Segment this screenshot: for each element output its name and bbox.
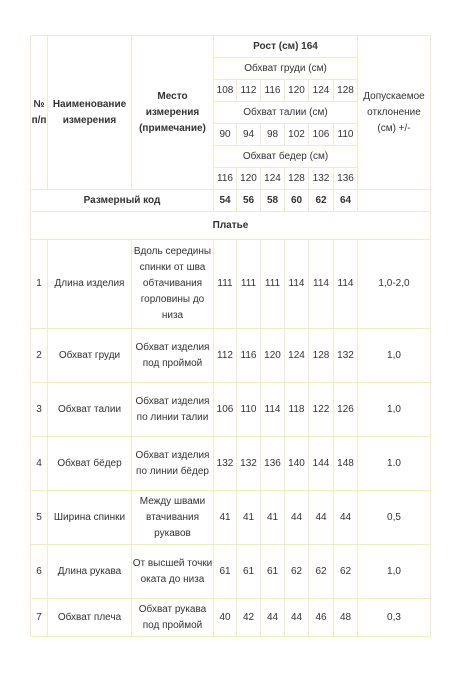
row-value: 114 xyxy=(261,383,285,437)
row-value: 44 xyxy=(285,491,309,545)
row-value: 44 xyxy=(334,491,358,545)
waist-value: 102 xyxy=(285,124,309,146)
row-number: 5 xyxy=(31,491,48,545)
row-value: 44 xyxy=(261,599,285,637)
row-place: Между швами втачивания рукавов xyxy=(132,491,214,545)
row-number: 7 xyxy=(31,599,48,637)
size-code-value: 54 xyxy=(214,190,237,212)
row-value: 62 xyxy=(309,545,334,599)
table-row xyxy=(31,383,431,437)
waist-value: 94 xyxy=(237,124,261,146)
table-row xyxy=(31,240,431,329)
row-value: 46 xyxy=(309,599,334,637)
row-value: 42 xyxy=(237,599,261,637)
row-name: Обхват бёдер xyxy=(48,437,132,491)
row-value: 61 xyxy=(237,545,261,599)
row-value: 40 xyxy=(214,599,237,637)
row-tolerance: 1.0 xyxy=(358,437,431,491)
header-block xyxy=(31,36,431,190)
row-name: Длина рукава xyxy=(48,545,132,599)
row-value: 140 xyxy=(285,437,309,491)
size-code-block xyxy=(31,190,431,240)
row-value: 132 xyxy=(237,437,261,491)
measurement-rows xyxy=(31,240,431,637)
row-place: Обхват рукава под проймой xyxy=(132,599,214,637)
row-name: Обхват талии xyxy=(48,383,132,437)
table-row xyxy=(31,437,431,491)
size-chart-table xyxy=(30,35,431,637)
row-value: 112 xyxy=(214,329,237,383)
row-value: 132 xyxy=(214,437,237,491)
header-height: Рост (см) 164 xyxy=(214,36,358,58)
row-tolerance: 1,0 xyxy=(358,545,431,599)
row-value: 124 xyxy=(285,329,309,383)
row-number: 4 xyxy=(31,437,48,491)
row-number: 1 xyxy=(31,240,48,329)
row-value: 144 xyxy=(309,437,334,491)
row-number: 2 xyxy=(31,329,48,383)
row-value: 128 xyxy=(309,329,334,383)
waist-value: 110 xyxy=(334,124,358,146)
row-value: 44 xyxy=(309,491,334,545)
size-code-empty xyxy=(358,190,431,212)
row-value: 120 xyxy=(261,329,285,383)
row-name: Обхват плеча xyxy=(48,599,132,637)
hips-label: Обхват бедер (см) xyxy=(214,146,358,168)
row-value: 41 xyxy=(237,491,261,545)
row-value: 148 xyxy=(334,437,358,491)
row-name: Обхват груди xyxy=(48,329,132,383)
row-value: 48 xyxy=(334,599,358,637)
row-value: 106 xyxy=(214,383,237,437)
row-place: Обхват изделия под проймой xyxy=(132,329,214,383)
row-value: 114 xyxy=(309,240,334,329)
chest-label: Обхват груди (см) xyxy=(214,58,358,80)
row-value: 110 xyxy=(237,383,261,437)
header-tolerance: Допускаемое отклонение (см) +/- xyxy=(358,36,431,190)
row-tolerance: 1,0-2,0 xyxy=(358,240,431,329)
hips-value: 136 xyxy=(334,168,358,190)
size-code-value: 56 xyxy=(237,190,261,212)
hips-value: 128 xyxy=(285,168,309,190)
row-value: 41 xyxy=(261,491,285,545)
hips-value: 132 xyxy=(309,168,334,190)
row-value: 116 xyxy=(237,329,261,383)
row-value: 111 xyxy=(261,240,285,329)
row-value: 111 xyxy=(214,240,237,329)
chest-value: 124 xyxy=(309,80,334,102)
hips-value: 124 xyxy=(261,168,285,190)
row-place: Обхват изделия по линии талии xyxy=(132,383,214,437)
table-row xyxy=(31,545,431,599)
size-code-value: 62 xyxy=(309,190,334,212)
row-value: 114 xyxy=(334,240,358,329)
row-value: 111 xyxy=(237,240,261,329)
row-tolerance: 1,0 xyxy=(358,383,431,437)
row-value: 132 xyxy=(334,329,358,383)
chest-value: 128 xyxy=(334,80,358,102)
row-place: От высшей точки оката до низа xyxy=(132,545,214,599)
waist-label: Обхват талии (см) xyxy=(214,102,358,124)
row-tolerance: 0,3 xyxy=(358,599,431,637)
row-value: 122 xyxy=(309,383,334,437)
row-number: 6 xyxy=(31,545,48,599)
hips-value: 116 xyxy=(214,168,237,190)
size-code-value: 58 xyxy=(261,190,285,212)
size-code-value: 64 xyxy=(334,190,358,212)
row-value: 44 xyxy=(285,599,309,637)
section-title: Платье xyxy=(31,212,431,240)
row-number: 3 xyxy=(31,383,48,437)
hips-value: 120 xyxy=(237,168,261,190)
waist-value: 98 xyxy=(261,124,285,146)
row-value: 61 xyxy=(214,545,237,599)
table-row xyxy=(31,329,431,383)
chest-value: 116 xyxy=(261,80,285,102)
row-value: 114 xyxy=(285,240,309,329)
size-code-label: Размерный код xyxy=(31,190,214,212)
row-value: 61 xyxy=(261,545,285,599)
header-num: № п/п xyxy=(31,36,48,190)
row-tolerance: 1,0 xyxy=(358,329,431,383)
chest-value: 108 xyxy=(214,80,237,102)
table-row xyxy=(31,599,431,637)
header-name: Наименование измерения xyxy=(48,36,132,190)
waist-value: 106 xyxy=(309,124,334,146)
row-value: 126 xyxy=(334,383,358,437)
row-value: 62 xyxy=(334,545,358,599)
row-name: Ширина спинки xyxy=(48,491,132,545)
row-value: 62 xyxy=(285,545,309,599)
row-value: 41 xyxy=(214,491,237,545)
row-tolerance: 0,5 xyxy=(358,491,431,545)
size-code-value: 60 xyxy=(285,190,309,212)
waist-value: 90 xyxy=(214,124,237,146)
row-value: 136 xyxy=(261,437,285,491)
row-place: Обхват изделия по линии бёдер xyxy=(132,437,214,491)
table-row xyxy=(31,491,431,545)
row-value: 118 xyxy=(285,383,309,437)
row-name: Длина изделия xyxy=(48,240,132,329)
chest-value: 112 xyxy=(237,80,261,102)
chest-value: 120 xyxy=(285,80,309,102)
header-place: Место измерения (примечание) xyxy=(132,36,214,190)
row-place: Вдоль середины спинки от шва обтачивания горловины до низа xyxy=(132,240,214,329)
